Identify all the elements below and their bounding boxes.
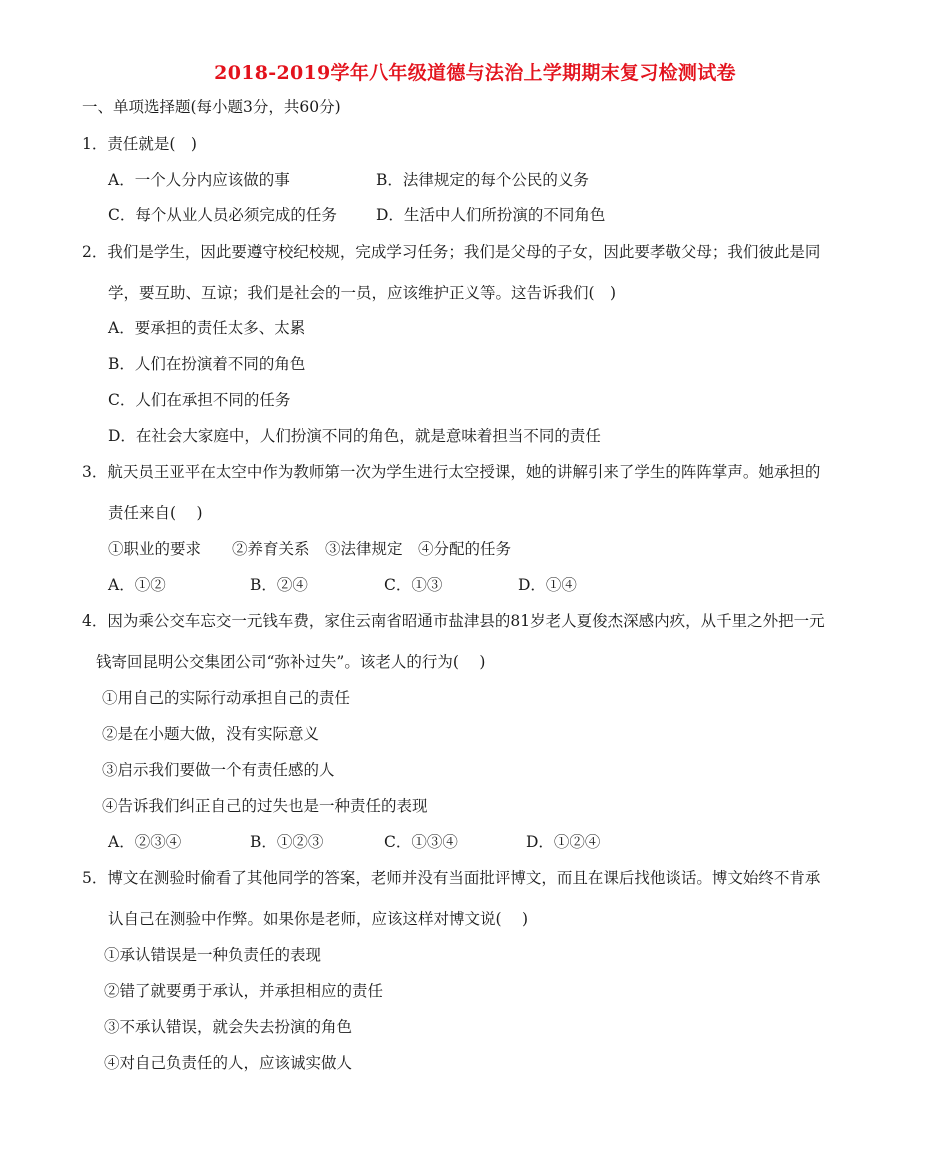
q2-option-b: B．人们在扮演着不同的角色 [108,355,306,373]
q1-option-c: C．每个从业人员必须完成的任务 [108,206,337,224]
q3-option-c: C．①③ [384,576,443,594]
q4-statement-3: ③启示我们要做一个有责任感的人 [102,761,335,779]
q4-option-b: B．①②③ [250,833,324,851]
q2-stem-line2: 学，要互助、互谅；我们是社会的一员，应该维护正义等。这告诉我们( ) [108,284,617,302]
q4-option-a: A．②③④ [108,833,182,851]
q1-option-a: A．一个人分内应该做的事 [108,171,290,189]
q5-statement-1: ①承认错误是一种负责任的表现 [104,946,322,964]
q4-statement-1: ①用自己的实际行动承担自己的责任 [102,689,351,707]
q1-option-d: D．生活中人们所扮演的不同角色 [376,206,606,224]
q3-option-d: D．①④ [518,576,577,594]
q4-option-c: C．①③④ [384,833,458,851]
q5-stem-line1: 5．博文在测验时偷看了其他同学的答案，老师并没有当面批评博文，而且在课后找他谈话。博文始终不肯承 [82,869,821,887]
q1-option-b: B．法律规定的每个公民的义务 [376,171,589,189]
exam-title: 2018-2019学年八年级道德与法治上学期期末复习检测试卷 [214,62,736,84]
q3-option-a: A．①② [108,576,166,594]
q5-statement-2: ②错了就要勇于承认，并承担相应的责任 [104,982,384,1000]
q2-option-a: A．要承担的责任太多、太累 [108,319,306,337]
q3-stem-line2: 责任来自( ) [108,504,203,522]
q3-option-b: B．②④ [250,576,308,594]
q5-statement-4: ④对自己负责任的人，应该诚实做人 [104,1054,353,1072]
q1-stem: 1．责任就是( ) [82,135,197,153]
q4-statement-4: ④告诉我们纠正自己的过失也是一种责任的表现 [102,797,428,815]
q2-option-c: C．人们在承担不同的任务 [108,391,291,409]
q5-statement-3: ③不承认错误，就会失去扮演的角色 [104,1018,353,1036]
q2-stem-line1: 2．我们是学生，因此要遵守校纪校规，完成学习任务；我们是父母的子女，因此要孝敬父母；我们彼此是同 [82,243,821,261]
q4-statement-2: ②是在小题大做，没有实际意义 [102,725,320,743]
q3-statements: ①职业的要求 ②养育关系 ③法律规定 ④分配的任务 [108,540,512,558]
q2-option-d: D．在社会大家庭中，人们扮演不同的角色，就是意味着担当不同的责任 [108,427,601,445]
q4-option-d: D．①②④ [526,833,601,851]
q5-stem-line2: 认自己在测验中作弊。如果你是老师，应该这样对博文说( ) [108,910,529,928]
section-heading: 一、单项选择题(每小题3分，共60分) [82,98,341,116]
q4-stem-line1: 4．因为乘公交车忘交一元钱车费，家住云南省昭通市盐津县的81岁老人夏俊杰深感内疚，从千里之外把一元 [82,612,825,630]
q4-stem-line2: 钱寄回昆明公交集团公司“弥补过失”。该老人的行为( ) [96,653,486,671]
q3-stem-line1: 3．航天员王亚平在太空中作为教师第一次为学生进行太空授课，她的讲解引来了学生的阵阵掌声。她承担的 [82,463,821,481]
